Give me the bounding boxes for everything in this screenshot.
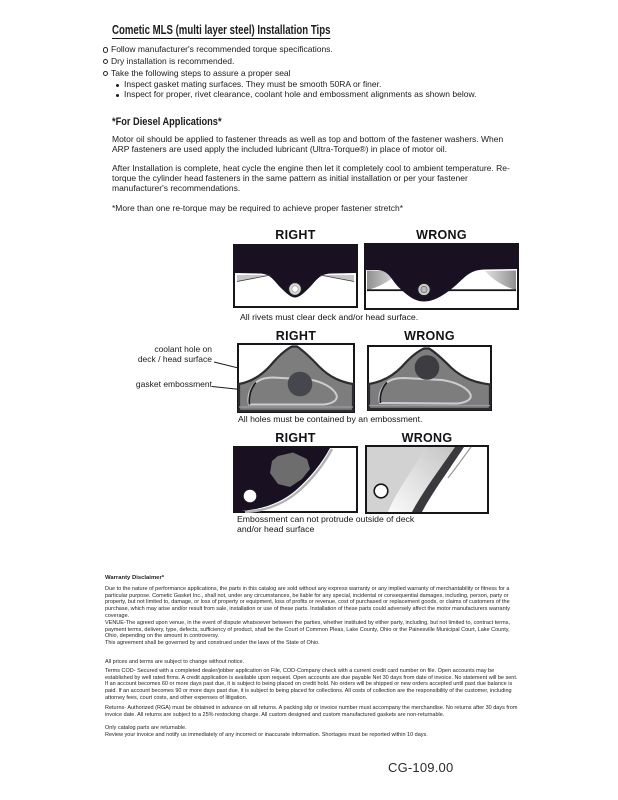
- page-code: CG-109.00: [388, 760, 454, 775]
- open-circle-bullet-icon: [103, 68, 111, 80]
- retorque-note: *More than one re-torque may be required to achieve proper fastener stretch*: [112, 203, 404, 213]
- coolant-hole-icon: [288, 372, 313, 397]
- pair2-caption: All holes must be contained by an embossment.: [238, 414, 423, 424]
- list-item: Take the following steps to assure a proper seal: [103, 68, 523, 80]
- bolt-hole-icon: [244, 490, 257, 503]
- warranty-agreement-line: This agreement shall be governed by and construed under the laws of the State of Ohio.: [105, 640, 320, 646]
- pair3-caption: Embossment can not protrude outside of deck and/or head surface: [237, 514, 415, 534]
- pair1-caption: All rivets must clear deck and/or head surface.: [240, 312, 419, 322]
- pair2-wrong-header: WRONG: [404, 329, 455, 343]
- gasket-embossment-label: gasket embossment: [135, 379, 212, 389]
- pair1-right-header: RIGHT: [275, 228, 316, 242]
- dot-bullet-icon: [116, 79, 124, 89]
- warranty-returns-paragraph: Returns- Authorized (RGA) must be obtained in advance on all returns. A packing slip or invoice number must accompany the merchandise. No returns after 30 days from invoice date. All returns are subject to a 25% restocking charge. All custom designed and custom manufactured gaskets are non-returnable.: [105, 705, 518, 718]
- warranty-heading: Warranty Disclaimer*: [105, 575, 165, 581]
- warranty-venue-paragraph: VENUE-The agreed upon venue, in the event of dispute whatsoever between the parties, whether instituted by either party, including, but not limited to, contract terms, payment terms, delivery, type, defects, sufficiency of product, shall be the Court of Common Pleas, Lake County, Ohio or the Painesville Municipal Court, Lake County, Ohio, depending on the amount in controversy.: [105, 620, 510, 640]
- warranty-review-line: Review your invoice and notify us immediately of any incorrect or inaccurate information. Shortages must be reported within 10 days.: [105, 732, 428, 738]
- list-item: Inspect gasket mating surfaces. They must be smooth 50RA or finer.: [116, 79, 523, 89]
- pair3-right-diagram: [233, 446, 358, 513]
- pair1-wrong-diagram: [364, 243, 519, 310]
- pair1-right-diagram: [233, 244, 358, 308]
- list-item: Inspect for proper, rivet clearance, coolant hole and embossment alignments as shown below.: [116, 89, 523, 99]
- pair3-wrong-header: WRONG: [401, 431, 453, 445]
- list-item: Follow manufacturer's recommended torque specifications.: [103, 44, 523, 56]
- warranty-catalog-line: Only catalog parts are returnable.: [105, 725, 187, 731]
- warranty-prices-line: All prices and terms are subject to change without notice.: [105, 659, 245, 665]
- diesel-paragraph-2: After Installation is complete, heat cycle the engine then let it completely cool to ambient temperature. Re-torque the cylinder head fasteners in the same pattern as initial installation or per your fastener manufacturer's recommendations.: [112, 163, 510, 193]
- pair2-wrong-diagram: [367, 345, 492, 411]
- open-circle-bullet-icon: [103, 56, 111, 68]
- coolant-hole-icon: [415, 355, 440, 380]
- pair3-wrong-diagram: [365, 445, 489, 514]
- coolant-hole-label: coolant hole on deck / head surface: [137, 344, 212, 364]
- bolt-hole-icon: [374, 484, 388, 498]
- page-title: Cometic MLS (multi layer steel) Installation Tips: [112, 22, 331, 37]
- warranty-terms-paragraph: Terms COD- Secured with a completed dealer/jobber application on File, COD-Company check with a current credit card number on file. Open accounts may be established by well rated firms. A credit application is available upon request. Open accounts are due payable Net 30 days from date of invoice. No statement will be sent. If an account becomes 60 or more days past due, it is subject to being placed on credit hold. No orders will be shipped or new orders accepted until past due balance is paid. If an account becomes 90 or more days past due, it is subject to being placed for collections. All costs of collection are the responsibility of the customer, including attorney fees, court costs, and other expenses of litigation.: [105, 668, 518, 701]
- diesel-heading: *For Diesel Applications*: [112, 116, 222, 128]
- pair2-right-diagram: [237, 343, 355, 413]
- warranty-liability-paragraph: Due to the nature of performance applications, the parts in this catalog are sold without any express warranty or any implied warranty of merchantability or fitness for a particular purpose. Cometic Gasket Inc., shall not, under any circumstances, be liable for any special, incidental or consequential damages, including, person, party or property, but not limited to, damage, or loss of property or equipment, loss of profits or revenue, cost of purchased or replacement goods, or claims of customers of the purchase, which may arise and/or result from sale, installation or use of these parts. Installation of these parts could adversely affect the motor manufacturers warranty coverage.: [105, 586, 510, 619]
- dot-bullet-icon: [116, 89, 124, 99]
- open-circle-bullet-icon: [103, 44, 111, 56]
- diesel-paragraph-1: Motor oil should be applied to fastener threads as well as top and bottom of the fastener washers. When ARP fasteners are used apply the included lubricant (Ultra-Torque®) in place of motor oil.: [112, 134, 504, 154]
- pair1-wrong-header: WRONG: [416, 228, 467, 242]
- pair3-right-header: RIGHT: [275, 431, 316, 445]
- list-item: Dry installation is recommended.: [103, 56, 523, 68]
- pair2-right-header: RIGHT: [275, 329, 317, 343]
- installation-tips-list: [103, 44, 523, 99]
